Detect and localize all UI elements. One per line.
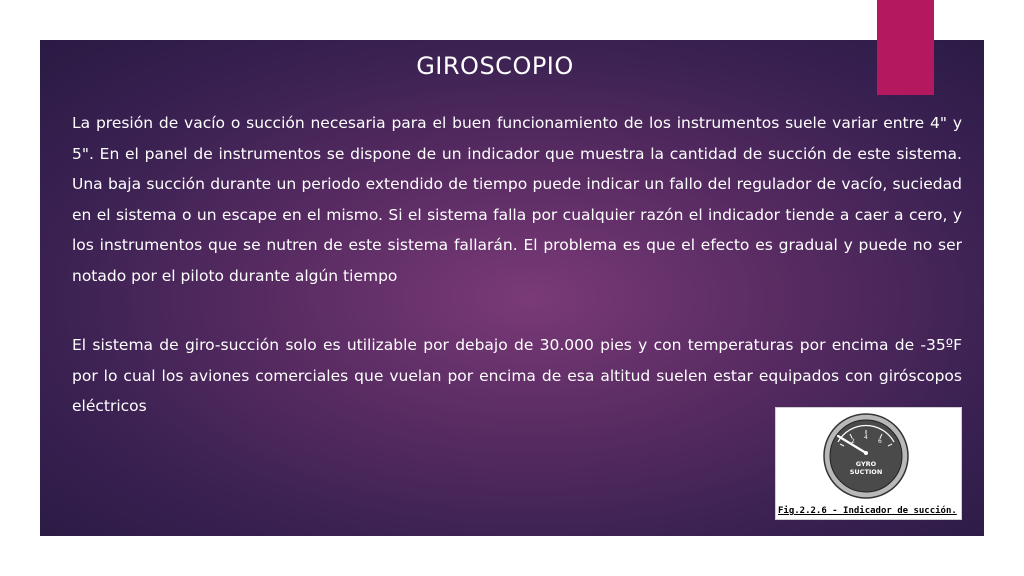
suction-gauge-figure xyxy=(775,407,962,520)
paragraph-vacuum-pressure: La presión de vacío o succión necesaria para el buen funcionamiento de los instrumentos suele variar entre 4" y 5". En el panel de instrumentos se dispone de un indicador que muestra la cantidad de succión de este sistema. Una baja succión durante un periodo extendido de tiempo puede indicar un fallo del regulador de vacío, suciedad en el sistema o un escape en el mismo. Si el sistema falla por cualquier razón el indicador tiende a caer a cero, y los instrumentos que se nutren de este sistema fallarán. El problema es que el efecto es gradual y puede no ser notado por el piloto durante algún tiempo xyxy=(72,114,962,285)
gauge-label-gyro: GYRO xyxy=(855,460,877,468)
slide-title: GIROSCOPIO xyxy=(416,52,574,80)
paragraph-gyro-suction-limits: El sistema de giro-succión solo es utilizable por debajo de 30.000 pies y con temperaturas por encima de -35ºF por lo cual los aviones comerciales que vuelan por encima de esa altitud suelen estar equipados con giróscopos eléctricos xyxy=(72,336,962,415)
gauge-tick-label: 4 xyxy=(864,434,868,441)
gauge-label-suction: SUCTION xyxy=(849,468,883,476)
gauge-tick-label: 6 xyxy=(878,438,882,445)
figure-caption: Fig.2.2.6 - Indicador de succión. xyxy=(778,506,957,516)
accent-bar xyxy=(877,0,934,95)
gauge-tick-label: 2 xyxy=(851,438,855,445)
suction-gauge-icon xyxy=(776,408,961,519)
